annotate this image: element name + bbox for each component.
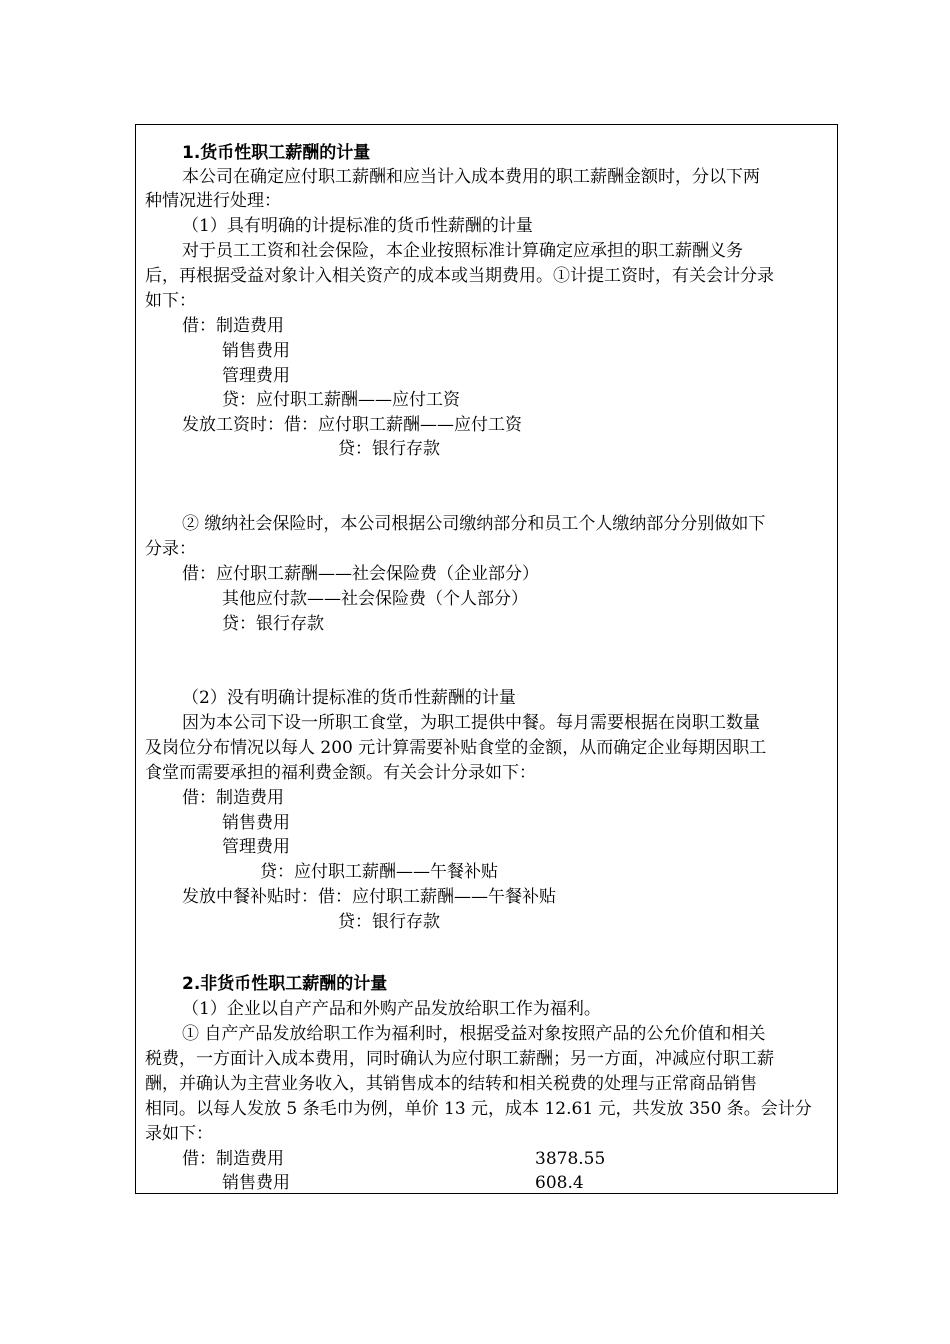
entry-account: 管理费用 [222, 837, 290, 857]
paragraph-line: 如下： [145, 291, 196, 311]
entry-account: 管理费用 [222, 366, 290, 386]
entry-debit: 发放中餐补贴时：借：应付职工薪酬——午餐补贴 [182, 887, 556, 907]
paragraph-line: 税费，一方面计入成本费用，同时确认为应付职工薪酬；另一方面，冲减应付职工薪 [145, 1049, 774, 1069]
section-1-title: 1.货币性职工薪酬的计量 [182, 143, 371, 163]
subsection-title: （1）具有明确的计提标准的货币性薪酬的计量 [182, 216, 533, 236]
paragraph-line: 酬，并确认为主营业务收入，其销售成本的结转和相关税费的处理与正常商品销售 [145, 1074, 757, 1094]
paragraph-line: 后，再根据受益对象计入相关资产的成本或当期费用。①计提工资时，有关会计分录 [145, 266, 774, 286]
entry-account: 销售费用 [222, 1173, 290, 1193]
paragraph-line: 本公司在确定应付职工薪酬和应当计入成本费用的职工薪酬金额时，分以下两 [182, 167, 760, 187]
entry-amount: 3878.55 [535, 1149, 606, 1169]
paragraph-line: 分录： [145, 539, 196, 559]
entry-debit: 借：制造费用 [182, 316, 284, 336]
entry-debit: 发放工资时：借：应付职工薪酬——应付工资 [182, 415, 522, 435]
paragraph-line: ② 缴纳社会保险时，本公司根据公司缴纳部分和员工个人缴纳部分分别做如下 [182, 514, 766, 534]
entry-credit: 贷：应付职工薪酬——午餐补贴 [260, 862, 498, 882]
paragraph-line: 录如下： [145, 1124, 213, 1144]
entry-credit: 贷：应付职工薪酬——应付工资 [222, 390, 460, 410]
entry-account: 销售费用 [222, 341, 290, 361]
paragraph-line: 因为本公司下设一所职工食堂，为职工提供中餐。每月需要根据在岗职工数量 [182, 713, 760, 733]
entry-debit: 借：制造费用 [182, 788, 284, 808]
entry-account: 其他应付款——社会保险费（个人部分） [222, 589, 528, 609]
entry-credit: 贷：银行存款 [338, 439, 440, 459]
entry-debit: 借：制造费用 [182, 1149, 284, 1169]
subsection-title: （1）企业以自产产品和外购产品发放给职工作为福利。 [182, 999, 601, 1019]
entry-amount: 608.4 [535, 1173, 584, 1193]
paragraph-line: 对于员工工资和社会保险，本企业按照标准计算确定应承担的职工薪酬义务 [182, 241, 743, 261]
entry-debit: 借：应付职工薪酬——社会保险费（企业部分） [182, 564, 539, 584]
entry-credit: 贷：银行存款 [338, 912, 440, 932]
subsection-title: （2）没有明确计提标准的货币性薪酬的计量 [182, 688, 516, 708]
paragraph-line: 种情况进行处理： [145, 191, 281, 211]
entry-credit: 贷：银行存款 [222, 614, 324, 634]
paragraph-line: 相同。以每人发放 5 条毛巾为例，单价 13 元，成本 12.61 元，共发放 350 条。会计分 [145, 1099, 812, 1119]
section-2-title: 2.非货币性职工薪酬的计量 [182, 974, 388, 994]
entry-account: 销售费用 [222, 813, 290, 833]
paragraph-line: ① 自产产品发放给职工作为福利时，根据受益对象按照产品的公允价值和相关 [182, 1024, 766, 1044]
paragraph-line: 及岗位分布情况以每人 200 元计算需要补贴食堂的金额，从而确定企业每期因职工 [145, 738, 767, 758]
paragraph-line: 食堂而需要承担的福利费金额。有关会计分录如下： [145, 763, 536, 783]
